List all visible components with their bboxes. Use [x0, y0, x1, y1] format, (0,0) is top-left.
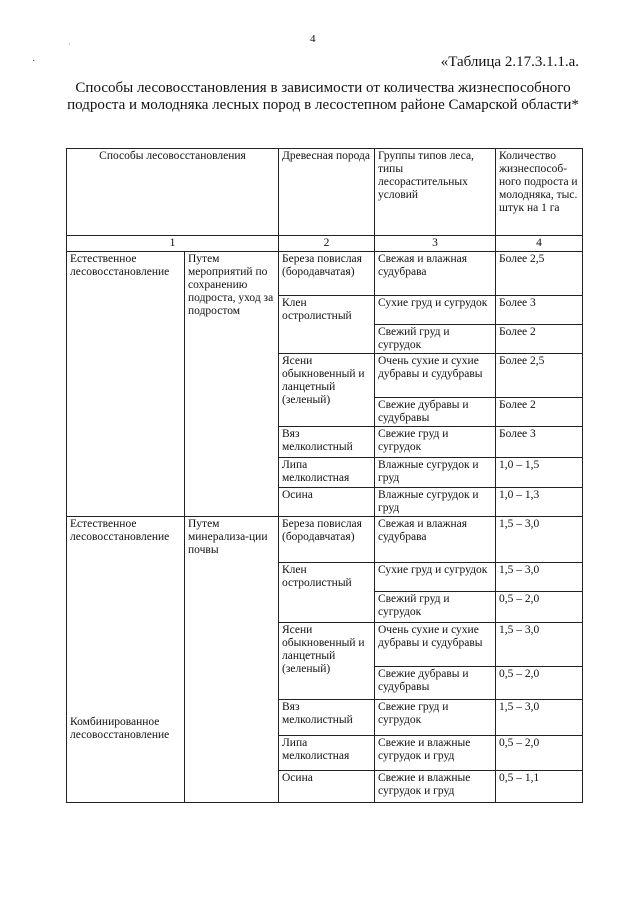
species-cell: Вяз мелколистный [279, 700, 375, 736]
quantity-cell: Более 2,5 [496, 354, 583, 398]
method-cell: Естественное лесовосстановление [67, 252, 185, 517]
group-cell: Влажные сугрудок и груд [375, 488, 496, 517]
quantity-cell: 1,0 – 1,3 [496, 488, 583, 517]
quantity-cell: 1,0 – 1,5 [496, 458, 583, 488]
species-cell: Клен остролистный [279, 563, 375, 623]
header-quantity: Количество жизнеспособ-ного подроста и молодняка, тыс. штук на 1 га [496, 149, 583, 236]
group-cell: Свежие груд и сугрудок [375, 700, 496, 736]
species-cell: Клен остролистный [279, 296, 375, 354]
header-groups: Группы типов леса, типы лесорастительных условий [375, 149, 496, 236]
group-cell: Свежие дубравы и судубравы [375, 398, 496, 427]
species-cell: Ясени обыкновенный и ланцетный (зеленый) [279, 354, 375, 427]
quantity-cell: Более 2 [496, 325, 583, 354]
quantity-cell: Более 3 [496, 427, 583, 458]
quantity-cell: 0,5 – 2,0 [496, 592, 583, 623]
group-cell: Свежие и влажные сугрудок и груд [375, 771, 496, 803]
species-cell: Осина [279, 488, 375, 517]
header-methods: Способы лесовосстановления [67, 149, 279, 236]
column-number: 3 [375, 236, 496, 252]
group-cell: Свежий груд и сугрудок [375, 325, 496, 354]
species-cell: Осина [279, 771, 375, 803]
reforestation-table [66, 148, 583, 803]
table-reference: «Таблица 2.17.3.1.1.а. [440, 54, 579, 70]
species-cell: Береза повислая (бородавчатая) [279, 517, 375, 563]
group-cell: Сухие груд и сугрудок [375, 563, 496, 592]
header-species: Древесная порода [279, 149, 375, 236]
page-number: 4 [310, 33, 316, 45]
cell-spacer [70, 544, 181, 716]
group-cell: Свежие груд и сугрудок [375, 427, 496, 458]
column-number: 4 [496, 236, 583, 252]
quantity-cell: 1,5 – 3,0 [496, 563, 583, 592]
table-header-row [67, 149, 583, 236]
quantity-cell: 1,5 – 3,0 [496, 700, 583, 736]
group-cell: Очень сухие и сухие дубравы и судубравы [375, 623, 496, 667]
group-cell: Свежие дубравы и судубравы [375, 667, 496, 700]
table-row [67, 252, 583, 296]
quantity-cell: Более 2,5 [496, 252, 583, 296]
quantity-cell: 0,5 – 2,0 [496, 667, 583, 700]
group-cell: Свежие и влажные сугрудок и груд [375, 736, 496, 771]
quantity-cell: 1,5 – 3,0 [496, 517, 583, 563]
method-label: Естественное лесовосстановление [70, 518, 170, 543]
species-cell: Береза повислая (бородавчатая) [279, 252, 375, 296]
quantity-cell: 1,5 – 3,0 [496, 623, 583, 667]
species-cell: Липа мелколистная [279, 458, 375, 488]
column-number-row [67, 236, 583, 252]
combined-method-label: Комбинированное лесовосстановление [70, 716, 170, 741]
group-cell: Сухие груд и сугрудок [375, 296, 496, 325]
quantity-cell: Более 3 [496, 296, 583, 325]
column-number: 2 [279, 236, 375, 252]
group-cell: Влажные сугрудок и груд [375, 458, 496, 488]
quantity-cell: 0,5 – 2,0 [496, 736, 583, 771]
sub-method-cell: Путем мероприятий по сохранению подроста, уход за подростом [185, 252, 279, 517]
group-cell: Свежий груд и сугрудок [375, 592, 496, 623]
species-cell: Липа мелколистная [279, 736, 375, 771]
species-cell: Вяз мелколистный [279, 427, 375, 458]
group-cell: Свежая и влажная судубрава [375, 517, 496, 563]
method-cell [67, 517, 185, 803]
page-title: Способы лесовосстановления в зависимости от количества жизнеспособного подроста и молодняка лесных пород в лесостепном районе Самарской области* [67, 80, 579, 113]
scan-mark: · [32, 56, 36, 67]
sub-method-cell: Путем минерализа-ции почвы [185, 517, 279, 803]
group-cell: Очень сухие и сухие дубравы и судубравы [375, 354, 496, 398]
species-cell: Ясени обыкновенный и ланцетный (зеленый) [279, 623, 375, 700]
scan-mark: · [68, 40, 71, 49]
quantity-cell: Более 2 [496, 398, 583, 427]
column-number: 1 [67, 236, 279, 252]
table-row [67, 517, 583, 563]
quantity-cell: 0,5 – 1,1 [496, 771, 583, 803]
group-cell: Свежая и влажная судубрава [375, 252, 496, 296]
